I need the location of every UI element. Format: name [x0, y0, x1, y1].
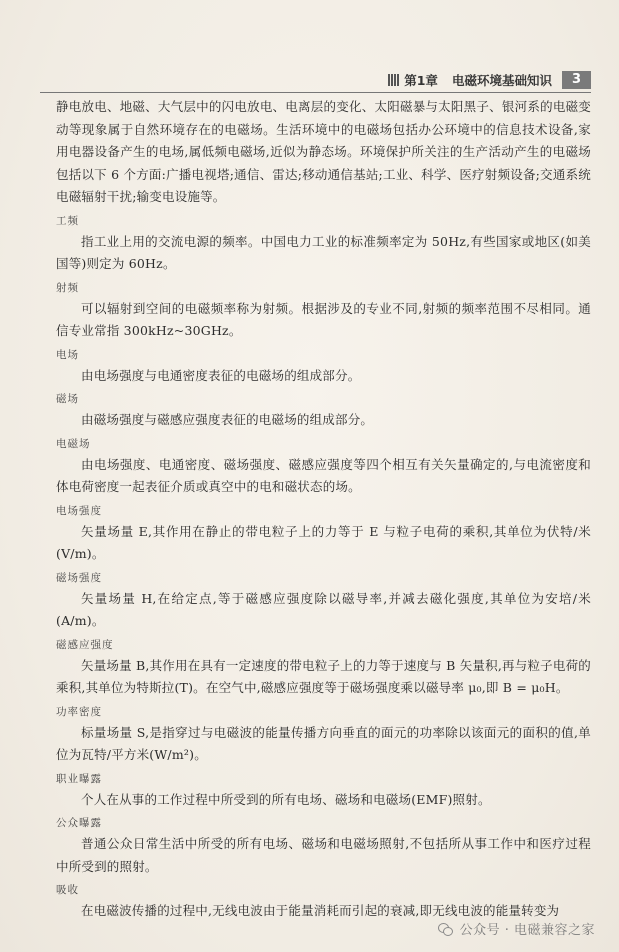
term-definition: 矢量场量 E,其作用在静止的带电粒子上的力等于 E 与粒子电荷的乘积,其单位为伏特/米(V/m)。 [56, 523, 591, 561]
chapter-title: 电磁环境基础知识 [451, 73, 552, 88]
term-heading: 功率密度 [56, 705, 102, 718]
term-heading: 公众曝露 [56, 817, 102, 829]
term-heading: 磁感应强度 [56, 638, 114, 651]
page-number: 3 [562, 71, 591, 89]
running-header [360, 70, 591, 90]
term-definition: 矢量场量 H,在给定点,等于磁感应强度除以磁导率,并减去磁化强度,其单位为安培/米(A/m)。 [56, 590, 591, 628]
term-heading: 电场强度 [56, 504, 102, 517]
term-heading: 磁场 [56, 393, 79, 405]
term-definition: 在电磁波传播的过程中,无线电波由于能量消耗而引起的衰减,即无线电波的能量转变为 [81, 903, 560, 918]
term-heading: 射频 [56, 281, 79, 294]
term-definition: 个人在从事的工作过程中所受到的所有电场、磁场和电磁场(EMF)照射。 [81, 791, 491, 807]
term-heading: 电磁场 [56, 437, 91, 450]
wechat-icon [438, 922, 454, 936]
term-definition: 标量场量 S,是指穿过与电磁波的能量传播方向垂直的面元的功率除以该面元的面积的值,单位为瓦特/平方米(W/m²)。 [56, 724, 591, 762]
watermark [438, 919, 595, 938]
intro-paragraph: 静电放电、地磁、大气层中的闪电放电、电离层的变化、太阳磁暴与太阳黑子、银河系的电磁变动等现象属于自然环境存在的电磁场。生活环境中的电磁场包括办公环境中的信息技术设备,家用电器设备产生的电场,属低频电磁场,近似为静态场。环境保护所关注的生产活动产生的电磁场包括以下 6 个方面:广播电视塔;通信、雷达;移动通信基站;工业、科学、医疗射频设备;交通系统电磁辐射干扰;输变电设施等。 [56, 99, 591, 204]
chapter-number: 第1章 [404, 73, 438, 88]
term-heading: 工频 [56, 214, 79, 227]
term-definition: 由电场强度、电通密度、磁场强度、磁感应强度等四个相互有关矢量确定的,与电流密度和体电荷密度一起表征介质或真空中的电和磁状态的场。 [56, 456, 591, 494]
term-definition: 矢量场量 B,其作用在具有一定速度的带电粒子上的力等于速度与 B 矢量积,再与粒子电荷的乘积,其单位为特斯拉(T)。在空气中,磁感应强度等于磁场强度乘以磁导率 μ₀,即 B = μ₀H。 [56, 657, 591, 695]
term-heading: 电场 [56, 348, 79, 361]
term-heading: 吸收 [56, 884, 79, 896]
term-definition: 指工业上用的交流电源的频率。中国电力工业的标准频率定为 50Hz,有些国家或地区(如美国等)则定为 60Hz。 [56, 233, 591, 271]
term-definition: 由电场强度与电通密度表征的电磁场的组成部分。 [81, 367, 361, 383]
term-definition: 普通公众日常生活中所受的所有电场、磁场和电磁场照射,不包括所从事工作中和医疗过程中所受到的照射。 [56, 836, 591, 874]
chapter-marker-icon [388, 74, 400, 86]
term-definition: 可以辐射到空间的电磁频率称为射频。根据涉及的专业不同,射频的频率范围不尽相同。通信专业常指 300kHz~30GHz。 [56, 300, 591, 338]
watermark-text: 公众号 · 电磁兼容之家 [459, 923, 595, 938]
term-heading: 磁场强度 [56, 571, 102, 584]
term-heading: 职业曝露 [56, 772, 102, 785]
term-definition: 由磁场强度与磁感应强度表征的电磁场的组成部分。 [81, 412, 374, 427]
header-rule [40, 92, 591, 93]
page-content [56, 96, 591, 923]
